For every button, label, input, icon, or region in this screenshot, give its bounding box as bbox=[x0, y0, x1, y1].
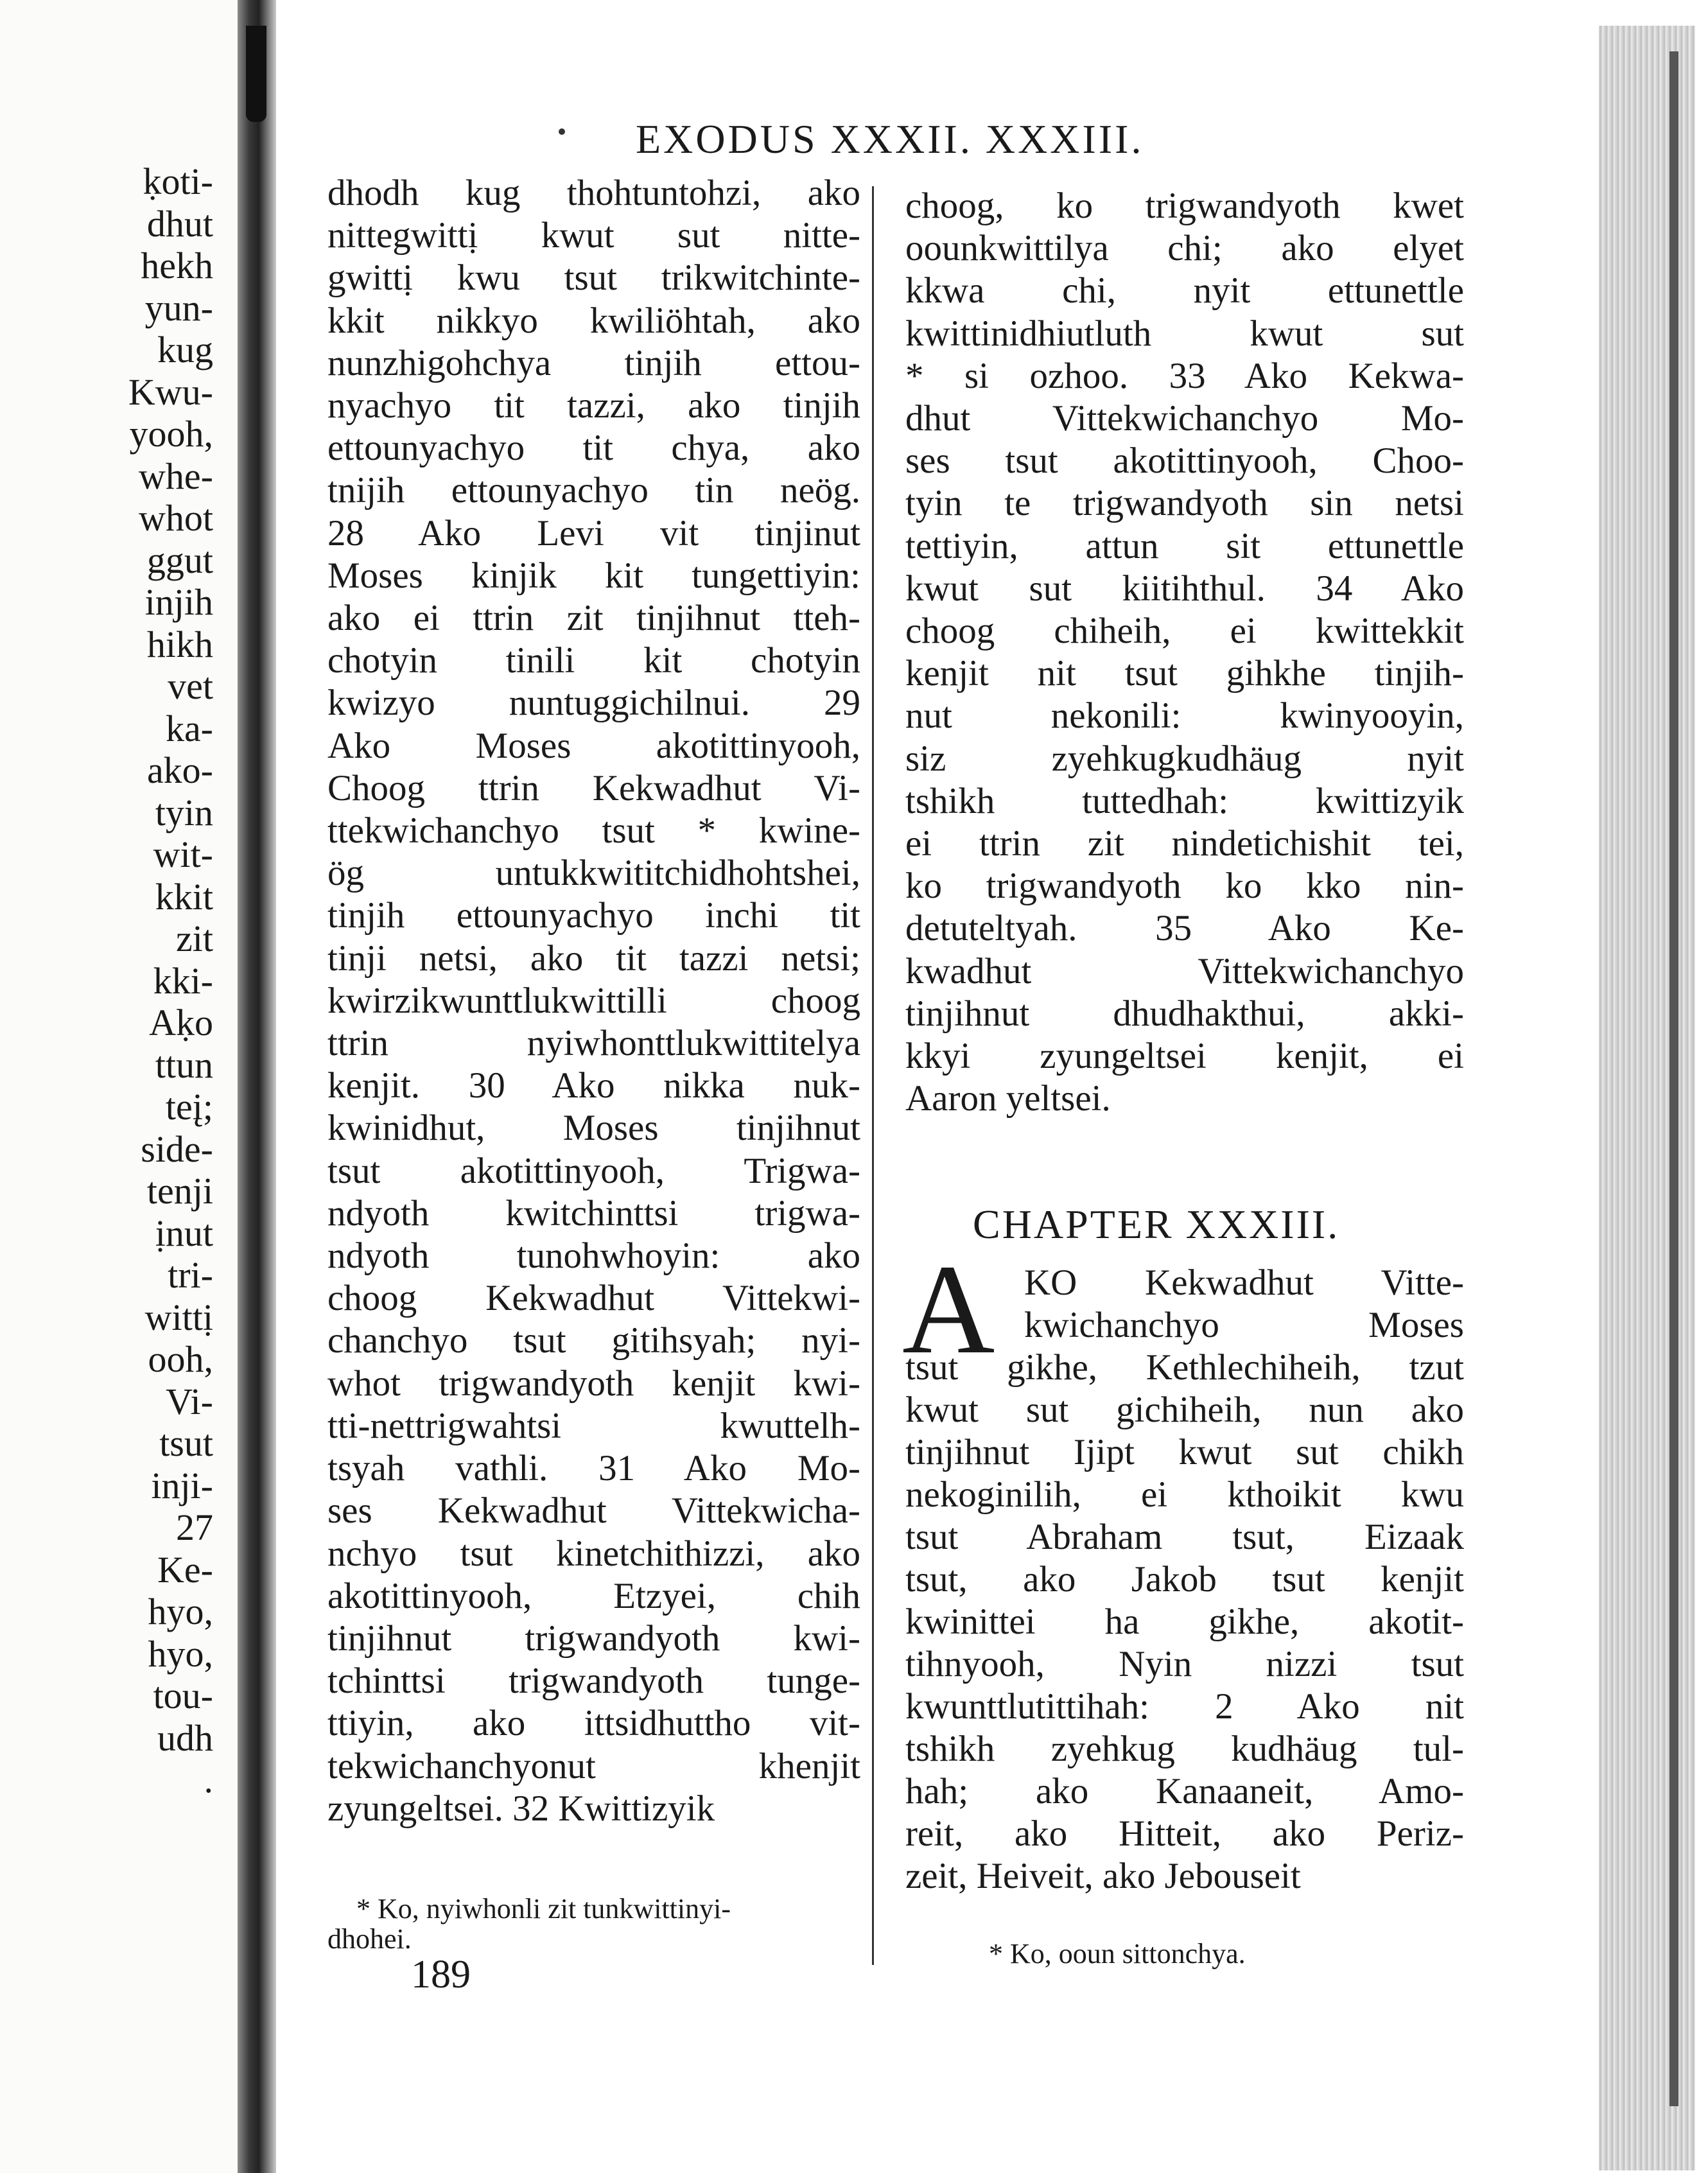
left-page-fragment-line: inji- bbox=[151, 1464, 213, 1506]
text-line: whot trigwandyoth kenjit kwi- bbox=[327, 1363, 860, 1404]
gutter-shadow bbox=[246, 26, 266, 122]
text-line: nunzhigohchya tinjih ettou- bbox=[327, 342, 860, 383]
left-page-fragment-line: tsut bbox=[159, 1422, 213, 1464]
right-column bbox=[905, 185, 1464, 1120]
text-line: tsyah vathli. 31 Ako Mo- bbox=[327, 1448, 860, 1489]
left-page-fragment-line: tou- bbox=[153, 1675, 213, 1716]
text-line: tinji netsi, ako tit tazzi netsi; bbox=[327, 938, 860, 979]
text-line: ses tsut akotittinyooh, Choo- bbox=[905, 441, 1464, 482]
text-line: ndyoth kwitchinttsi trigwa- bbox=[327, 1192, 860, 1234]
text-line: dhodh kug thohtuntohzi, ako bbox=[327, 173, 860, 213]
text-line: kenjit nit tsut gihkhe tinjih- bbox=[905, 653, 1464, 694]
running-head-bullet bbox=[559, 128, 565, 135]
text-line: kwittinidhiutluth kwut sut bbox=[905, 313, 1464, 354]
chapter-dropcap: A bbox=[902, 1239, 995, 1381]
text-line: tinjihnut trigwandyoth kwi- bbox=[327, 1618, 860, 1659]
left-page-fragment-line: ako- bbox=[146, 749, 213, 791]
text-line: tsut akotittinyooh, Trigwa- bbox=[327, 1150, 860, 1191]
chapter-text-line: kwichanchyo Moses bbox=[1024, 1305, 1464, 1345]
text-line: tyin te trigwandyoth sin netsi bbox=[905, 483, 1464, 524]
chapter-body bbox=[905, 1262, 1464, 1898]
left-page-fragment-line: 27 bbox=[176, 1506, 213, 1548]
chapter-text-line: tihnyooh, Nyin nizzi tsut bbox=[905, 1644, 1464, 1684]
left-page-fragment-line: ka- bbox=[165, 707, 213, 749]
text-line: dhut Vittekwichanchyo Mo- bbox=[905, 398, 1464, 439]
left-page-fragment-line: ịnut bbox=[155, 1212, 213, 1254]
text-line: ndyoth tunohwhoyin: ako bbox=[327, 1235, 860, 1277]
left-page-fragment-line: Aḳo bbox=[149, 1002, 213, 1043]
left-page-fragment-line: ooh, bbox=[148, 1338, 213, 1380]
chapter-text-line: nekoginilih, ei kthoikit kwu bbox=[905, 1474, 1464, 1515]
chapter-text-line: kwunttlutittihah: 2 Ako nit bbox=[905, 1686, 1464, 1727]
text-line: tinjihnut dhudhakthui, akki- bbox=[905, 993, 1464, 1034]
left-page-fragment-line: Vi- bbox=[166, 1380, 213, 1422]
text-line: choog Kekwadhut Vittekwi- bbox=[327, 1278, 860, 1319]
left-page-fragment-line: zit bbox=[176, 918, 213, 959]
text-line: ttrin nyiwhonttlukwittitelya bbox=[327, 1023, 860, 1064]
chapter-text-line: kwinittei ha gikhe, akotit- bbox=[905, 1601, 1464, 1642]
chapter-text-line: reit, ako Hitteit, ako Periz- bbox=[905, 1813, 1464, 1854]
left-page-fragment-line: wittị bbox=[144, 1296, 213, 1338]
left-page-fragment-line: hyo, bbox=[148, 1591, 213, 1632]
text-line: kkwa chi, nyit ettunettle bbox=[905, 270, 1464, 311]
chapter-heading: CHAPTER XXXIII. bbox=[973, 1201, 1340, 1247]
left-page-fragment-line: whe- bbox=[139, 455, 213, 497]
left-page bbox=[0, 0, 238, 2173]
left-page-fragment-line: . bbox=[204, 1759, 213, 1801]
left-page-fragment-line: ggut bbox=[146, 539, 213, 581]
text-line: kkyi zyungeltsei kenjit, ei bbox=[905, 1036, 1464, 1077]
left-page-fragment-line: tri- bbox=[168, 1254, 213, 1296]
text-line: akotittinyooh, Etzyei, chih bbox=[327, 1575, 860, 1616]
left-page-fragment-line: kkit bbox=[155, 875, 213, 918]
right-footnote: * Ko, ooun sittonchya. bbox=[989, 1938, 1246, 1969]
text-line: siz zyehkugkudhäug nyit bbox=[905, 738, 1464, 779]
left-page-fragment-line: udh bbox=[157, 1716, 213, 1759]
text-line: kwizyo nuntuggichilnui. 29 bbox=[327, 683, 860, 724]
running-head: EXODUS XXXII. XXXIII. bbox=[636, 116, 1144, 162]
text-line: chanchyo tsut gitihsyah; nyi- bbox=[327, 1320, 860, 1361]
text-line: ttekwichanchyo tsut * kwine- bbox=[327, 810, 860, 851]
text-line: tekwichanchyonut khenjit bbox=[327, 1745, 860, 1786]
left-page-fragment-line: tenji bbox=[146, 1170, 213, 1212]
text-line: nittegwittị kwut sut nitte- bbox=[327, 215, 860, 256]
left-footnote-line-1: * Ko, nyiwhonli zit tunkwittinyi- bbox=[356, 1893, 731, 1924]
text-line: oounkwittilya chi; ako elyet bbox=[905, 228, 1464, 269]
left-column bbox=[327, 172, 860, 1830]
left-page-fragment-line: tyin bbox=[155, 791, 213, 833]
chapter-text-line: hah; ako Kanaaneit, Amo- bbox=[905, 1771, 1464, 1811]
text-line: tchinttsi trigwandyoth tunge- bbox=[327, 1661, 860, 1702]
page-number: 189 bbox=[411, 1953, 471, 1996]
text-line: ko trigwandyoth ko kko nin- bbox=[905, 866, 1464, 907]
left-page-fragment-line: vet bbox=[168, 665, 213, 707]
text-line: tinjih ettounyachyo inchi tit bbox=[327, 895, 860, 936]
left-page-fragment-line: kki- bbox=[153, 959, 213, 1002]
chapter-text-line: tsut, ako Jakob tsut kenjit bbox=[905, 1559, 1464, 1600]
text-line: nyachyo tit tazzi, ako tinjih bbox=[327, 385, 860, 426]
column-rule bbox=[872, 186, 874, 1965]
text-line: kenjit. 30 Ako nikka nuk- bbox=[327, 1065, 860, 1106]
left-page-fragment-line: yun- bbox=[144, 286, 213, 329]
chapter-text-line: tshikh zyehkug kudhäug tul- bbox=[905, 1729, 1464, 1769]
text-line: kwut sut kiitihthul. 34 Ako bbox=[905, 568, 1464, 609]
text-line: 28 Ako Levi vit tinjinut bbox=[327, 512, 860, 554]
text-line: kwadhut Vittekwichanchyo bbox=[905, 950, 1464, 991]
left-page-fragment-line: Ke- bbox=[157, 1548, 213, 1591]
text-line: Ako Moses akotittinyooh, bbox=[327, 725, 860, 766]
left-page-fragment-line: Kwu- bbox=[128, 371, 213, 413]
left-footnote-line-2: dhohei. bbox=[327, 1923, 412, 1955]
text-line: chotyin tinili kit chotyin bbox=[327, 640, 860, 681]
chapter-text-line: tinjihnut Ijipt kwut sut chikh bbox=[905, 1432, 1464, 1472]
text-line: choog, ko trigwandyoth kwet bbox=[905, 186, 1464, 226]
chapter-text-line: tsut gikhe, Kethlechiheih, tzut bbox=[905, 1347, 1464, 1388]
text-line: choog chiheih, ei kwittekkit bbox=[905, 611, 1464, 652]
left-page-fragment-line: ttun bbox=[155, 1043, 213, 1086]
text-line: detuteltyah. 35 Ako Ke- bbox=[905, 908, 1464, 949]
left-page-fragment-line: hikh bbox=[146, 623, 213, 665]
text-line: tettiyin, attun sit ettunettle bbox=[905, 525, 1464, 566]
left-page-fragment-line: whot bbox=[139, 497, 213, 539]
text-line: tshikh tuttedhah: kwittizyik bbox=[905, 780, 1464, 821]
text-line: ttiyin, ako ittsidhuttho vit- bbox=[327, 1703, 860, 1744]
left-page-fragment-line: dhut bbox=[146, 202, 213, 245]
page-edge-stack bbox=[1599, 26, 1695, 2170]
chapter-text-line: tsut Abraham tsut, Eizaak bbox=[905, 1517, 1464, 1557]
left-page-fragment-line: kug bbox=[157, 329, 213, 371]
text-line: ses Kekwadhut Vittekwicha- bbox=[327, 1490, 860, 1532]
left-page-fragment-line: hekh bbox=[141, 245, 213, 286]
left-page-fragment-line: ḳoti- bbox=[143, 161, 213, 202]
text-line: * si ozhoo. 33 Ako Kekwa- bbox=[905, 355, 1464, 396]
text-line: nchyo tsut kinetchithizzi, ako bbox=[327, 1533, 860, 1574]
text-line: gwittị kwu tsut trikwitchinte- bbox=[327, 257, 860, 299]
text-line: tti-nettrigwahtsi kwuttelh- bbox=[327, 1405, 860, 1446]
chapter-text-line: kwut sut gichiheih, nun ako bbox=[905, 1390, 1464, 1430]
chapter-text-line: KO Kekwadhut Vitte- bbox=[1024, 1262, 1464, 1303]
chapter-text-line: zeit, Heiveit, ako Jebouseit bbox=[905, 1856, 1301, 1896]
left-page-fragment-line: wit- bbox=[153, 833, 213, 875]
left-page-fragment-line: yooh, bbox=[129, 413, 213, 455]
text-line: kwinidhut, Moses tinjihnut bbox=[327, 1108, 860, 1149]
text-line: ei ttrin zit nindetichishit tei, bbox=[905, 823, 1464, 864]
text-line: ög untukkwititchidhohtshei, bbox=[327, 853, 860, 894]
text-line: ako ei ttrin zit tinjihnut tteh- bbox=[327, 598, 860, 639]
text-line: nut nekonili: kwinyooyin, bbox=[905, 695, 1464, 737]
text-line: kkit nikkyo kwiliöhtah, ako bbox=[327, 300, 860, 341]
text-line: kwirzikwunttlukwittilli choog bbox=[327, 980, 860, 1021]
left-page-fragment-line: side- bbox=[141, 1128, 213, 1170]
page-edge-shadow bbox=[1669, 51, 1678, 2106]
book-gutter bbox=[238, 0, 276, 2173]
left-page-fragment-line: hyo, bbox=[148, 1632, 213, 1675]
left-page-fragment-line: teį; bbox=[165, 1086, 213, 1128]
left-page-text-fragment bbox=[128, 161, 213, 1801]
text-line: Aaron yeltsei. bbox=[905, 1078, 1111, 1119]
text-line: Moses kinjik kit tungettiyin: bbox=[327, 555, 860, 596]
text-line: ettounyachyo tit chya, ako bbox=[327, 428, 860, 469]
text-line: tnijih ettounyachyo tin neög. bbox=[327, 470, 860, 511]
text-line: zyungeltsei. 32 Kwittizyik bbox=[327, 1788, 715, 1829]
text-line: Choog ttrin Kekwadhut Vi- bbox=[327, 767, 860, 808]
left-page-fragment-line: injih bbox=[144, 581, 213, 623]
